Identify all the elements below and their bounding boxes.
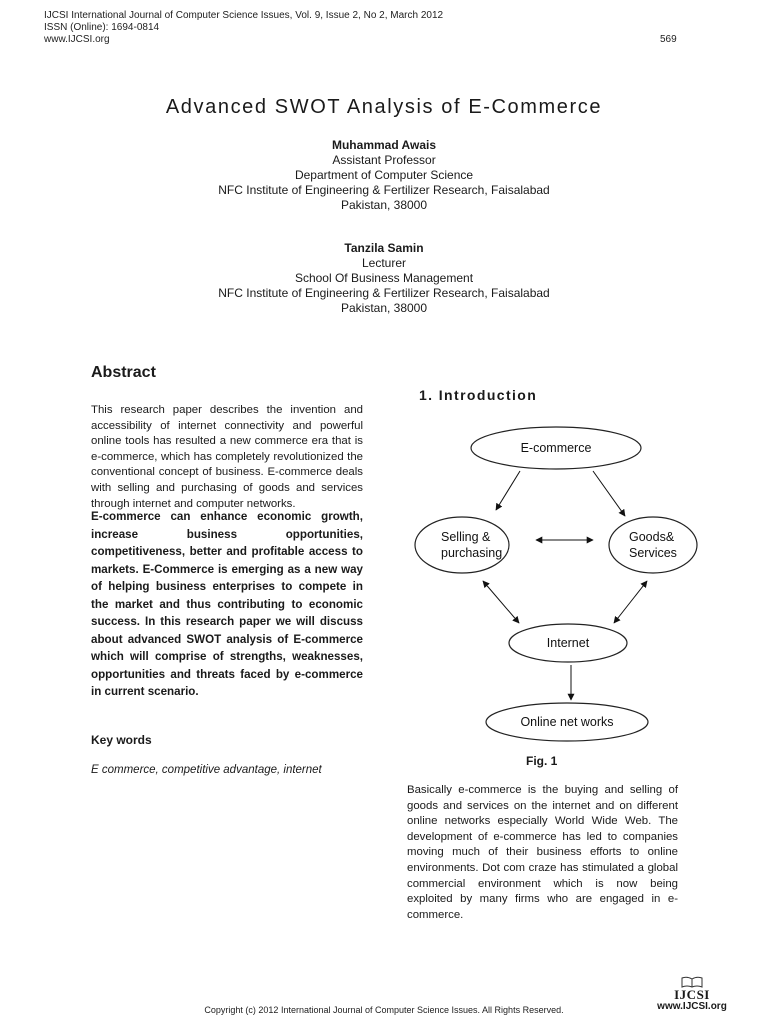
- arrow-ecommerce-to-selling: [496, 471, 520, 510]
- goods-services-node: [609, 517, 697, 573]
- introduction-text: Basically e-commerce is the buying and selling of goods and services on the internet and on different online networks especially World Wide Web. The development of e-commerce has led to companies moving much of their business efforts to online environments. Dot com craze has stimulated a global commercial environment which is now being exploited by many firms who are engaged in e-commerce.: [407, 784, 678, 921]
- author-location: Pakistan, 38000: [340, 301, 428, 315]
- keywords-heading: Key words: [91, 733, 152, 747]
- author-institute: NFC Institute of Engineering & Fertilizer Research, Faisalabad: [218, 183, 550, 197]
- author-role: Lecturer: [361, 256, 407, 270]
- internet-node-label: Internet: [546, 636, 590, 650]
- online-networks-node-label: Online net works: [520, 715, 614, 729]
- figure-caption: Fig. 1: [526, 754, 558, 768]
- introduction-heading: 1. Introduction: [419, 387, 538, 403]
- author-institute: NFC Institute of Engineering & Fertilizer Research, Faisalabad: [218, 286, 550, 300]
- abstract-text-bold: E-commerce can enhance economic growth, increase business opportunities, competitiveness, better and profitable access to markets. E-Commerce is emerging as a new way of helping business enterprises to compete in the market and thus contributing to economic success. In this research paper we will discuss about advanced SWOT analysis of E-commerce which will comprise of strengths, weaknesses, opportunities and threats faced by e-commerce in current scenario.: [91, 510, 363, 698]
- ecommerce-diagram: [410, 418, 725, 748]
- goods-label-line1: Goods&: [629, 530, 675, 544]
- keywords-text: E commerce, competitive advantage, internet: [91, 764, 322, 776]
- arrow-goods-internet: [614, 581, 647, 623]
- arrow-selling-internet: [483, 581, 519, 623]
- header-website-link[interactable]: www.IJCSI.org: [44, 34, 110, 45]
- author-department: School Of Business Management: [294, 271, 474, 285]
- arrow-ecommerce-to-goods: [593, 471, 625, 516]
- footer-website-link[interactable]: www.IJCSI.org: [657, 1001, 727, 1012]
- author-name: Muhammad Awais: [331, 138, 437, 152]
- logo-name: IJCSI: [674, 987, 710, 1002]
- issn-line: ISSN (Online): 1694-0814: [44, 22, 160, 33]
- selling-label-line2: purchasing: [441, 546, 503, 560]
- abstract-heading: Abstract: [91, 364, 156, 381]
- goods-label-line2: Services: [629, 546, 677, 560]
- selling-label-line1: Selling &: [441, 530, 491, 544]
- ecommerce-node-label: E-commerce: [520, 441, 592, 455]
- paper-title: Advanced SWOT Analysis of E-Commerce: [165, 96, 603, 118]
- abstract-text: This research paper describes the invention and accessibility of internet connectivity and powerful online tools has resulted a new commerce era that is e-commerce, which has completely revolutionized the conventional concept of business. E-commerce deals with selling and purchasing of goods and services through internet and computer networks.: [91, 404, 363, 510]
- author-block-2: [0, 241, 768, 316]
- selling-purchasing-node: [415, 517, 509, 573]
- journal-header-line: IJCSI International Journal of Computer Science Issues, Vol. 9, Issue 2, No 2, March 2012: [44, 10, 444, 21]
- page-number: 569: [660, 34, 677, 45]
- author-location: Pakistan, 38000: [340, 198, 428, 212]
- author-name: Tanzila Samin: [344, 241, 424, 255]
- ijcsi-logo: [652, 976, 732, 1013]
- author-role: Assistant Professor: [332, 153, 436, 167]
- footer-copyright: Copyright (c) 2012 International Journal of Computer Science Issues. All Rights Reserved.: [204, 1005, 564, 1015]
- author-block-1: [0, 138, 768, 213]
- author-department: Department of Computer Science: [294, 168, 474, 182]
